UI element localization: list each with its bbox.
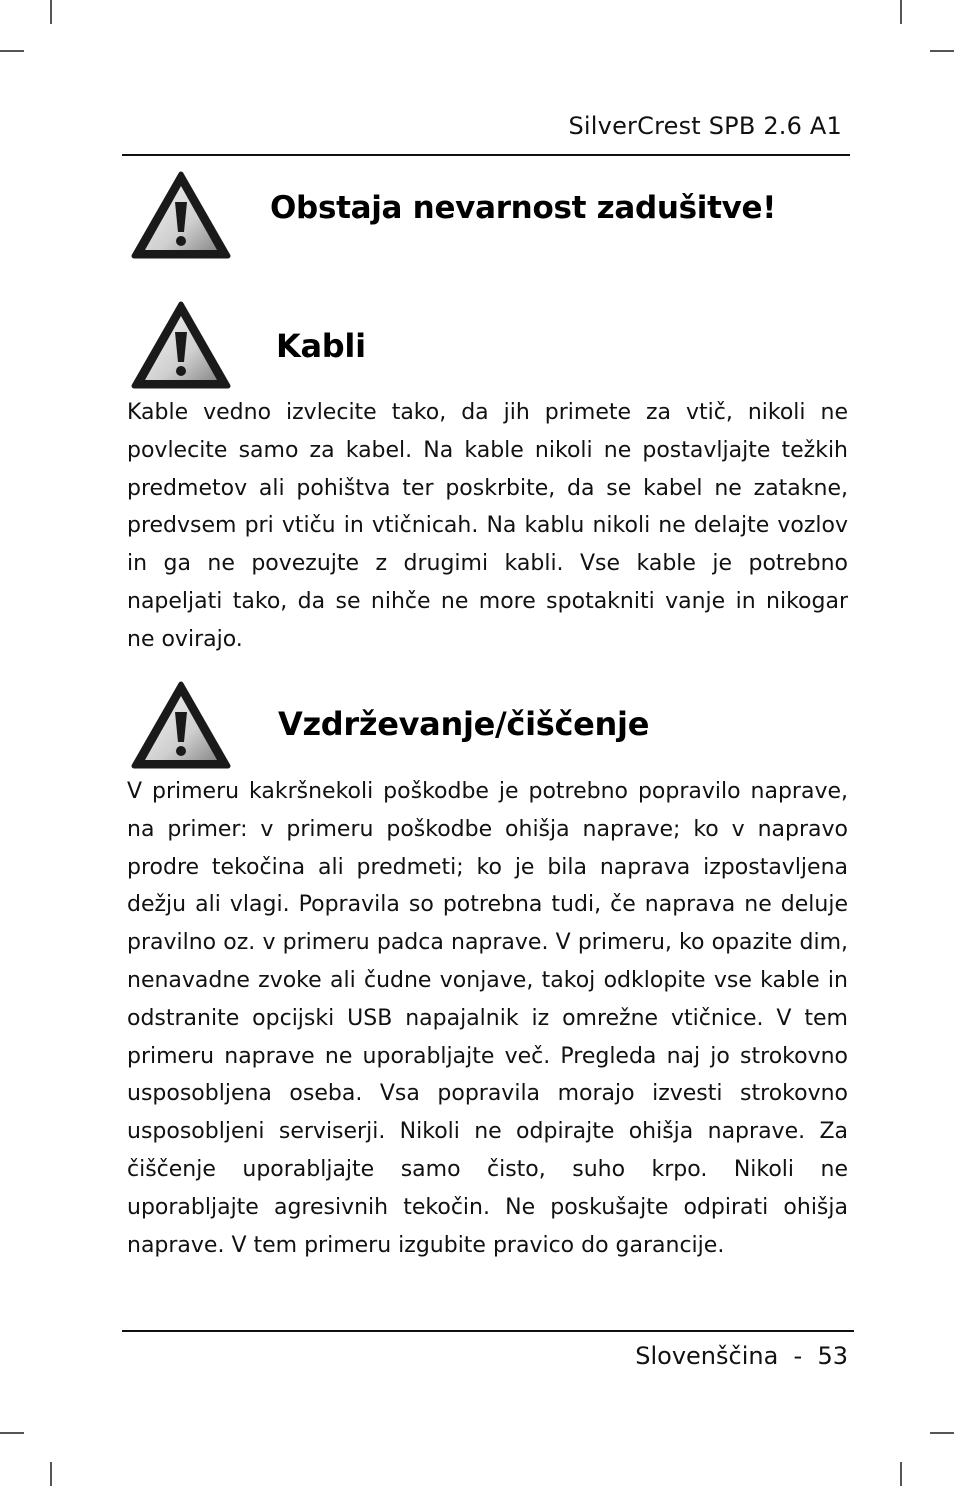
footer-rule xyxy=(122,1330,854,1332)
warning-triangle-icon xyxy=(130,170,232,260)
product-header: SilverCrest SPB 2.6 A1 xyxy=(568,112,842,140)
crop-mark xyxy=(0,50,24,52)
section-body: Kable vedno izvlecite tako, da jih primete za vtič, nikoli ne povlecite samo za kabel. Na kable nikoli ne postavljajte težkih predmetov ali pohištva ter poskrbite, da se kabel ne zatakne, predvsem pri vtiču in vtičnicah. Na kablu nikoli ne delajte vozlov in ga ne povezujte z drugimi kabli. Vse kable je potrebno napeljati tako, da se nihče ne more spotakniti vanje in nikogar ne ovirajo. xyxy=(127,400,848,652)
warning-triangle-icon xyxy=(130,680,232,770)
warning-triangle-icon xyxy=(130,300,232,390)
crop-mark xyxy=(900,1462,902,1486)
crop-mark xyxy=(930,50,954,52)
section-body: V primeru kakršnekoli poškodbe je potrebno popravilo naprave, na primer: v primeru poškodbe ohišja naprave; ko v napravo prodre tekočina ali predmeti; ko je bila naprava izpostavljena dežju ali vlagi. Popravila so potrebna tudi, če naprava ne deluje pravilno oz. v primeru padca naprave. V primeru, ko opazite dim, nenavadne zvoke ali čudne vonjave, takoj odklopite vse kable in odstranite opcijski USB napajalnik iz omrežne vtičnice. V tem primeru naprave ne uporabljajte več. Pregleda naj jo strokovno usposobljena oseba. Vsa popravila morajo izvesti strokovno usposobljeni serviserji. Nikoli ne odpirajte ohišja naprave. Za čiščenje uporabljajte samo čisto, suho krpo. Nikoli ne uporabljajte agresivnih tekočin. Ne poskušajte odpirati ohišja naprave. V tem primeru izgubite pravico do garancije. xyxy=(127,779,848,1258)
section-title: Kabli xyxy=(276,327,366,365)
crop-mark xyxy=(0,1432,24,1434)
crop-mark xyxy=(50,1462,52,1486)
section-title: Vzdrževanje/čiščenje xyxy=(278,705,650,743)
crop-mark xyxy=(50,0,52,24)
header-rule xyxy=(122,154,850,156)
page-footer: Slovenščina - 53 xyxy=(635,1342,848,1370)
section-title: Obstaja nevarnost zadušitve! xyxy=(270,190,777,226)
crop-mark xyxy=(900,0,902,24)
crop-mark xyxy=(930,1432,954,1434)
